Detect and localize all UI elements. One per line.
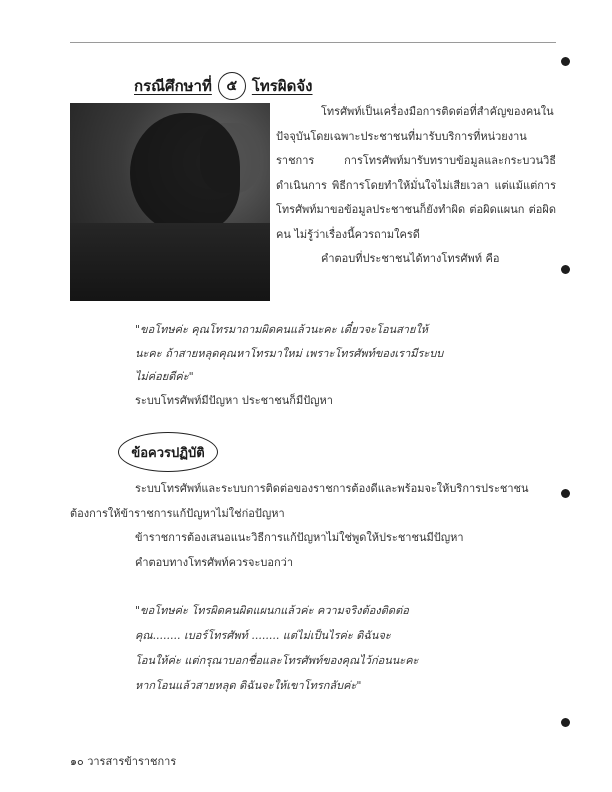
quote-line: "ขอโทษค่ะ โทรผิดคนผิดแผนกแล้วค่ะ ความจริงต้องติดต่อ — [135, 604, 409, 617]
case-study-number: ๕ — [218, 72, 246, 100]
case-study-photo — [70, 103, 270, 301]
quote-line: คุณ........ เบอร์โทรศัพท์ ........ แต่ไม่เป็นไรค่ะ ดิฉันจะ — [135, 629, 391, 642]
intro-paragraph: โทรศัพท์เป็นเครื่องมือการติดต่อที่สำคัญของคนในปัจจุบันโดยเฉพาะประชาชนที่มารับบริการที่หน่วยงานราชการ การโทรศัพท์มารับทราบข้อมูลและกระบวนวิธีดำเนินการ พิธีการโดยทำให้มั่นใจไม่เสียเวลา แต่แม้แต่การโทรศัพท์มาขอข้อมูลประชาชนก็ยังทำผิด ต่อผิดแผนก ต่อผิดคน ไม่รู้ว่าเรื่องนี้ควรถามใครดี — [276, 105, 556, 241]
practice-line: ระบบโทรศัพท์และระบบการติดต่อของราชการต้องดีและพร้อมจะให้บริการประชาชน — [135, 482, 529, 495]
publication-name: วารสารข้าราชการ — [87, 755, 177, 768]
punch-hole-bottom — [561, 718, 570, 727]
quote-recommended-answer — [135, 598, 555, 698]
case-study-title: โทรผิดจัง — [251, 77, 313, 95]
punch-hole-lower-middle — [561, 489, 570, 498]
punch-hole-upper-middle — [561, 265, 570, 274]
header-rule — [70, 42, 556, 43]
quote-wrong-answer — [135, 318, 555, 389]
problem-summary: ระบบโทรศัพท์มีปัญหา ประชาชนก็มีปัญหา — [135, 394, 333, 407]
quote-line: หากโอนแล้วสายหลุด ดิฉันจะให้เขาโทรกลับค่ะ" — [135, 679, 362, 692]
practice-line: ข้าราชการต้องเสนอแนะวิธีการแก้ปัญหาไม่ใช่พูดให้ประชาชนมีปัญหา — [135, 531, 464, 544]
practice-line: คำตอบทางโทรศัพท์ควรจะบอกว่า — [135, 555, 294, 569]
quote-line: ไม่ค่อยดีค่ะ" — [135, 370, 194, 383]
case-study-label: กรณีศึกษาที่ — [134, 77, 212, 95]
quote-line: "ขอโทษค่ะ คุณโทรมาถามผิดคนแล้วนะคะ เดี๋ยวจะโอนสายให้ — [135, 323, 429, 336]
case-study-heading — [134, 72, 313, 100]
section-label-oval — [118, 432, 218, 472]
practice-text-block — [70, 477, 556, 575]
quote-line: โอนให้ค่ะ แต่กรุณาบอกชื่อและโทรศัพท์ของคุณไว้ก่อนนะคะ — [135, 654, 419, 667]
quote-line: นะคะ ถ้าสายหลุดคุณหาโทรมาใหม่ เพราะโทรศัพท์ของเรามีระบบ — [135, 346, 444, 360]
intro-text-block — [276, 100, 556, 272]
practice-line: ต้องการให้ข้าราชการแก้ปัญหาไม่ใช่ก่อปัญหา — [70, 506, 285, 520]
page-number: ๑๐ — [70, 755, 84, 768]
section-label: ข้อควรปฏิบัติ — [131, 445, 205, 461]
intro-lead-in: คำตอบที่ประชาชนได้ทางโทรศัพท์ คือ — [321, 252, 500, 265]
punch-hole-top — [561, 57, 570, 66]
page-footer — [70, 752, 176, 770]
